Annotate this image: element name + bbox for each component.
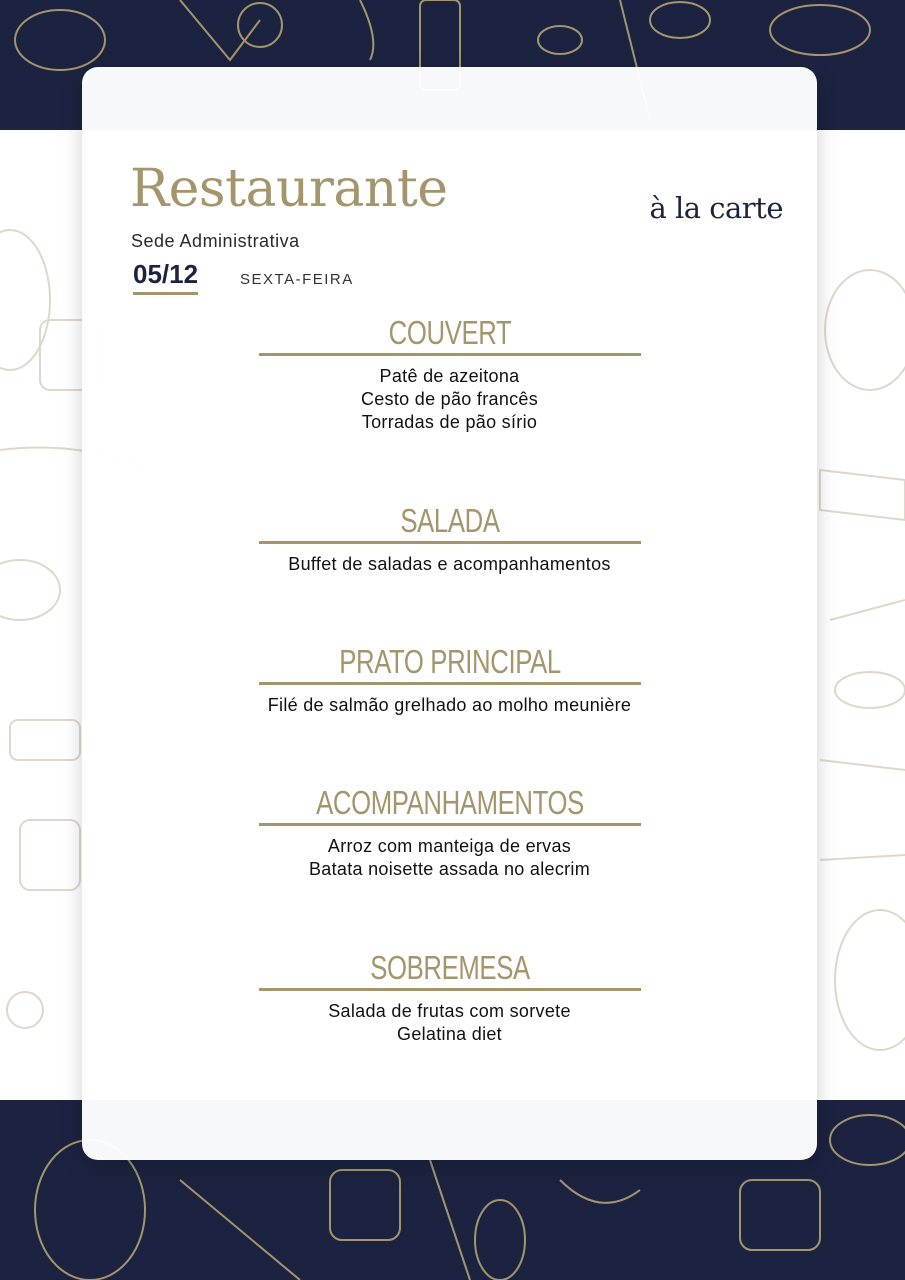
section-title: PRATO PRINCIPAL (338, 643, 561, 680)
section-prato-principal (82, 644, 817, 717)
section-salada (82, 503, 817, 576)
menu-item: Patê de azeitona (379, 366, 520, 387)
section-couvert (82, 315, 817, 434)
section-title: ACOMPANHAMENTOS (315, 784, 584, 821)
menu-item: Salada de frutas com sorvete (328, 1001, 571, 1022)
section-divider (259, 541, 641, 544)
menu-item: Buffet de saladas e acompanhamentos (288, 554, 611, 575)
section-acompanhamentos (82, 785, 817, 881)
section-sobremesa (82, 950, 817, 1046)
section-divider (259, 682, 641, 685)
menu-item: Filé de salmão grelhado ao molho meunière (267, 695, 632, 716)
restaurant-title: Restaurante (130, 159, 448, 219)
section-divider (259, 988, 641, 991)
service-type-label: à la carte (649, 191, 783, 225)
section-divider (259, 353, 641, 356)
section-divider (259, 823, 641, 826)
menu-date: 05/12 (133, 259, 198, 295)
menu-weekday: SEXTA-FEIRA (240, 271, 354, 288)
menu-item: Cesto de pão francês (360, 389, 539, 410)
menu-item: Batata noisette assada no alecrim (308, 859, 591, 880)
section-title: SOBREMESA (369, 949, 530, 986)
menu-item: Gelatina diet (397, 1024, 502, 1045)
location-subtitle: Sede Administrativa (131, 231, 300, 251)
menu-item: Arroz com manteiga de ervas (327, 836, 572, 857)
menu-item: Torradas de pão sírio (361, 412, 538, 433)
section-title: COUVERT (388, 314, 511, 351)
menu-card (82, 67, 817, 1160)
section-title: SALADA (399, 502, 500, 539)
